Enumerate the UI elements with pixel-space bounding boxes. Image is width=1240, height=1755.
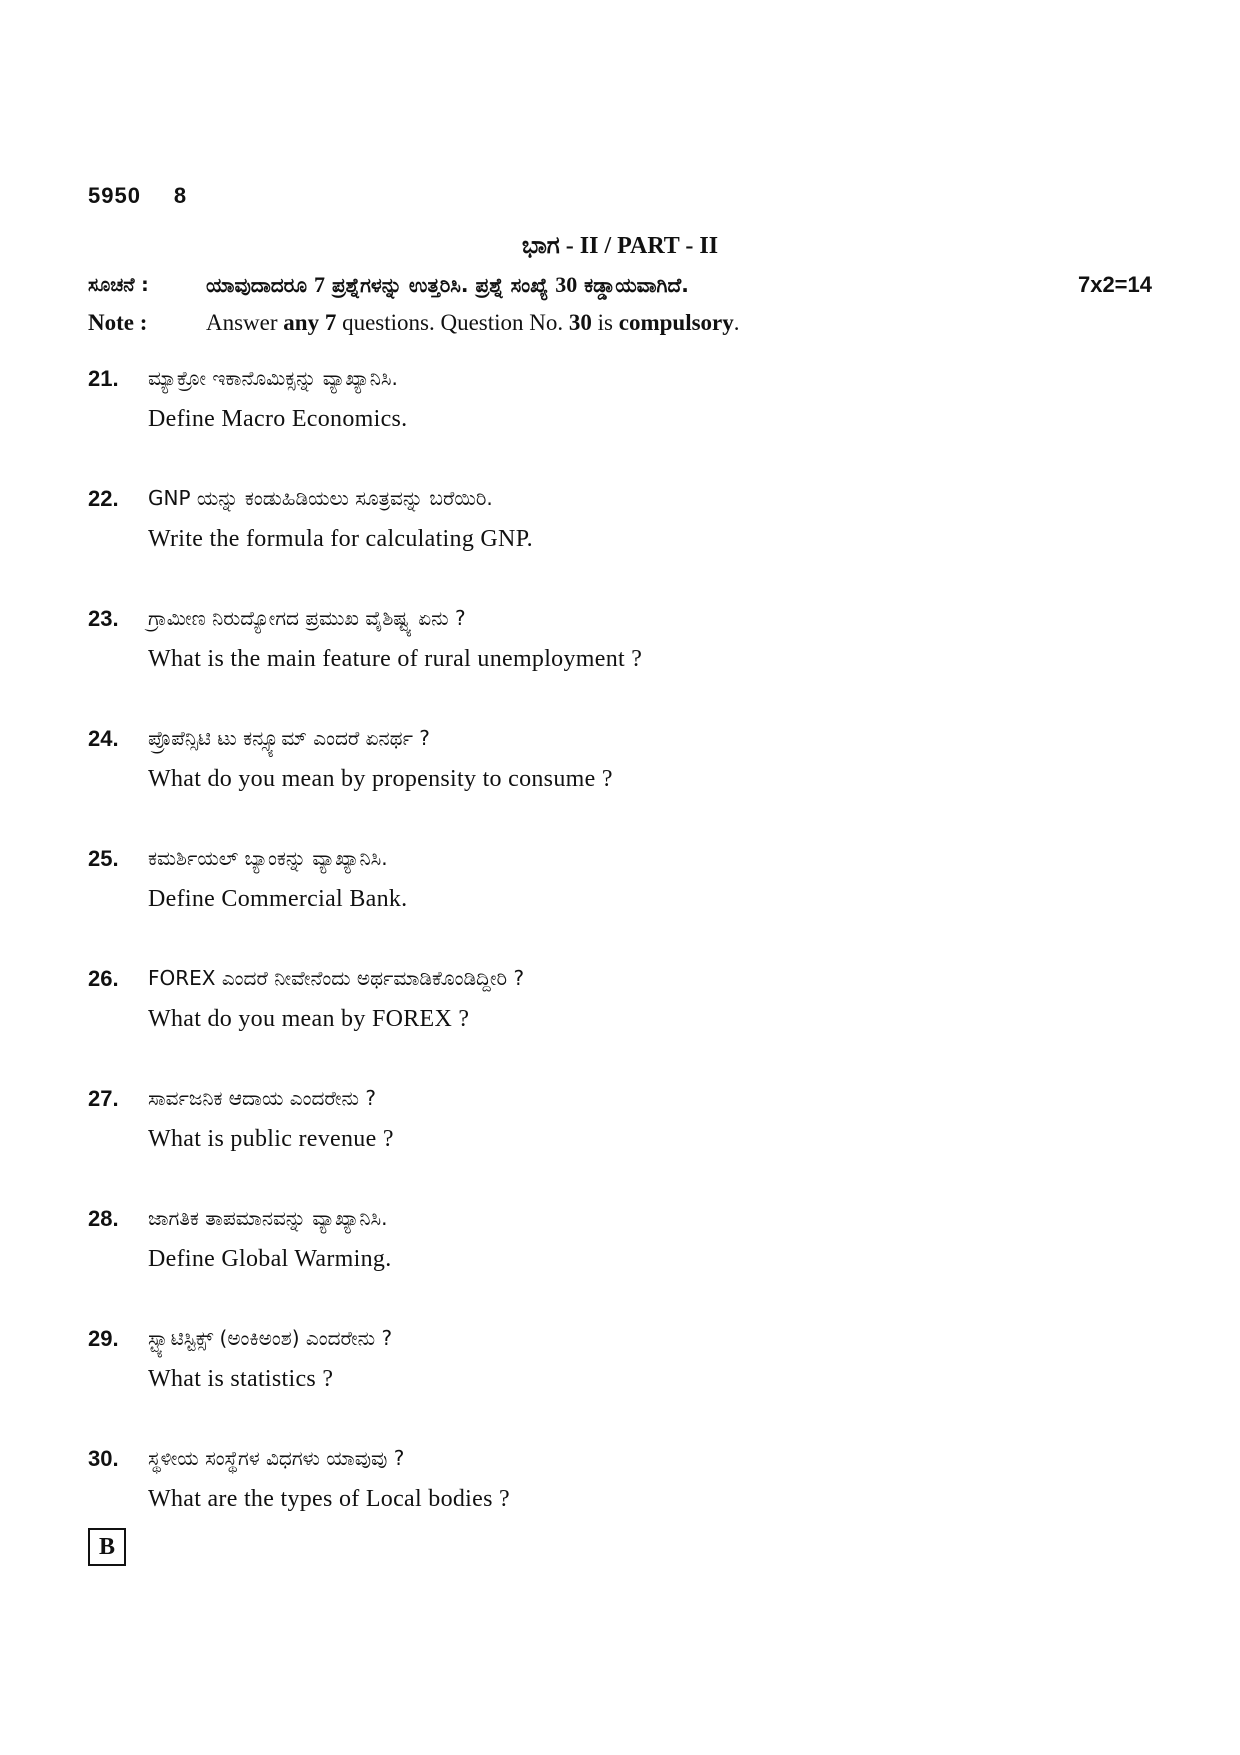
question-kannada: ಸಾರ್ವಜನಿಕ ಆದಾಯ ಎಂದರೇನು ? (148, 1086, 376, 1110)
question-english: Define Commercial Bank. (148, 886, 408, 912)
question-item (88, 1086, 1148, 1206)
question-item (88, 606, 1148, 726)
instruction-kannada-text (206, 272, 689, 298)
question-kannada: GNP ಯನ್ನು ಕಂಡುಹಿಡಿಯಲು ಸೂತ್ರವನ್ನು ಬರೆಯಿರಿ. (148, 486, 493, 510)
question-list (88, 366, 1148, 1566)
question-number: 28. (88, 1206, 119, 1231)
question-item (88, 1326, 1148, 1446)
question-item (88, 1206, 1148, 1326)
instruction-english-label: Note : (88, 310, 148, 335)
question-kannada: ಪ್ರೊಪೆನ್ಸಿಟಿ ಟು ಕನ್ಸ್ಯೂಮ್ ಎಂದರೆ ಏನರ್ಥ ? (148, 726, 430, 750)
question-kannada: ಮ್ಯಾಕ್ರೋ ಇಕಾನೊಮಿಕ್ಸನ್ನು ವ್ಯಾಖ್ಯಾನಿಸಿ. (148, 366, 398, 390)
marks-allocation: 7x2=14 (1077, 272, 1152, 297)
question-number: 27. (88, 1086, 119, 1111)
page-number: 8 (173, 183, 187, 208)
instruction-kannada-qnum: 30 (555, 272, 578, 297)
question-english: Define Global Warming. (148, 1246, 392, 1272)
instruction-english-part: questions. Question No. (336, 310, 569, 335)
question-item (88, 726, 1148, 846)
paper-code: 5950 (88, 183, 141, 208)
question-kannada: ಸ್ಥಳೀಯ ಸಂಸ್ಥೆಗಳ ವಿಧಗಳು ಯಾವುವು ? (148, 1446, 405, 1470)
instruction-english-part: . (733, 310, 740, 335)
instruction-english-emphasis: compulsory (618, 310, 734, 335)
question-number: 29. (88, 1326, 119, 1351)
question-english: Write the formula for calculating GNP. (148, 526, 533, 552)
question-english: What is the main feature of rural unemployment ? (148, 646, 643, 672)
question-english: What do you mean by FOREX ? (148, 1006, 470, 1032)
question-item (88, 846, 1148, 966)
question-item (88, 966, 1148, 1086)
instruction-english-part: is (591, 310, 619, 335)
question-english: What is statistics ? (148, 1366, 334, 1392)
question-english: What do you mean by propensity to consume ? (148, 766, 613, 792)
question-item (88, 1446, 1148, 1566)
question-item (88, 366, 1148, 486)
question-kannada: ಕಮರ್ಶಿಯಲ್ ಬ್ಯಾಂಕನ್ನು ವ್ಯಾಖ್ಯಾನಿಸಿ. (148, 846, 388, 870)
version-box: B (88, 1528, 126, 1566)
question-number: 25. (88, 846, 119, 871)
question-item (88, 486, 1148, 606)
part-title: ಭಾಗ - II / PART - II (521, 233, 719, 259)
question-number: 26. (88, 966, 119, 991)
instruction-english-part: Answer (206, 310, 284, 335)
question-english: What is public revenue ? (148, 1126, 394, 1152)
question-number: 21. (88, 366, 119, 391)
question-number: 22. (88, 486, 119, 511)
instruction-kannada-part: ಕಡ್ಡಾಯವಾಗಿದೆ. (577, 273, 689, 297)
question-english: Define Macro Economics. (148, 406, 408, 432)
instruction-kannada-part: ಯಾವುದಾದರೂ (206, 273, 314, 297)
instruction-kannada-label: ಸೂಚನೆ : (88, 274, 149, 296)
question-kannada: ಜಾಗತಿಕ ತಾಪಮಾನವನ್ನು ವ್ಯಾಖ್ಯಾನಿಸಿ. (148, 1206, 388, 1230)
instruction-english-emphasis: any 7 (283, 310, 337, 335)
question-english: What are the types of Local bodies ? (148, 1486, 510, 1512)
question-kannada: ಗ್ರಾಮೀಣ ನಿರುದ್ಯೋಗದ ಪ್ರಮುಖ ವೈಶಿಷ್ಟ್ಯ ಏನು ? (148, 606, 466, 630)
instruction-kannada-part: ಪ್ರಶ್ನೆಗಳನ್ನು ಉತ್ತರಿಸಿ. ಪ್ರಶ್ನೆ ಸಂಖ್ಯೆ (324, 273, 556, 297)
question-number: 23. (88, 606, 119, 631)
question-kannada: FOREX ಎಂದರೆ ನೀವೇನೆಂದು ಅರ್ಥಮಾಡಿಕೊಂಡಿದ್ದೀರಿ ? (148, 966, 525, 990)
page-header (88, 183, 1152, 213)
question-number: 30. (88, 1446, 119, 1471)
instruction-english-text (206, 310, 740, 336)
instruction-kannada-count: 7 (313, 272, 325, 297)
instruction-english-qnum: 30 (568, 310, 592, 335)
question-kannada: ಸ್ಟ್ಯಾಟಿಸ್ಟಿಕ್ಸ್ (ಅಂಕಿಅಂಶ) ಎಂದರೇನು ? (148, 1326, 393, 1350)
question-number: 24. (88, 726, 119, 751)
